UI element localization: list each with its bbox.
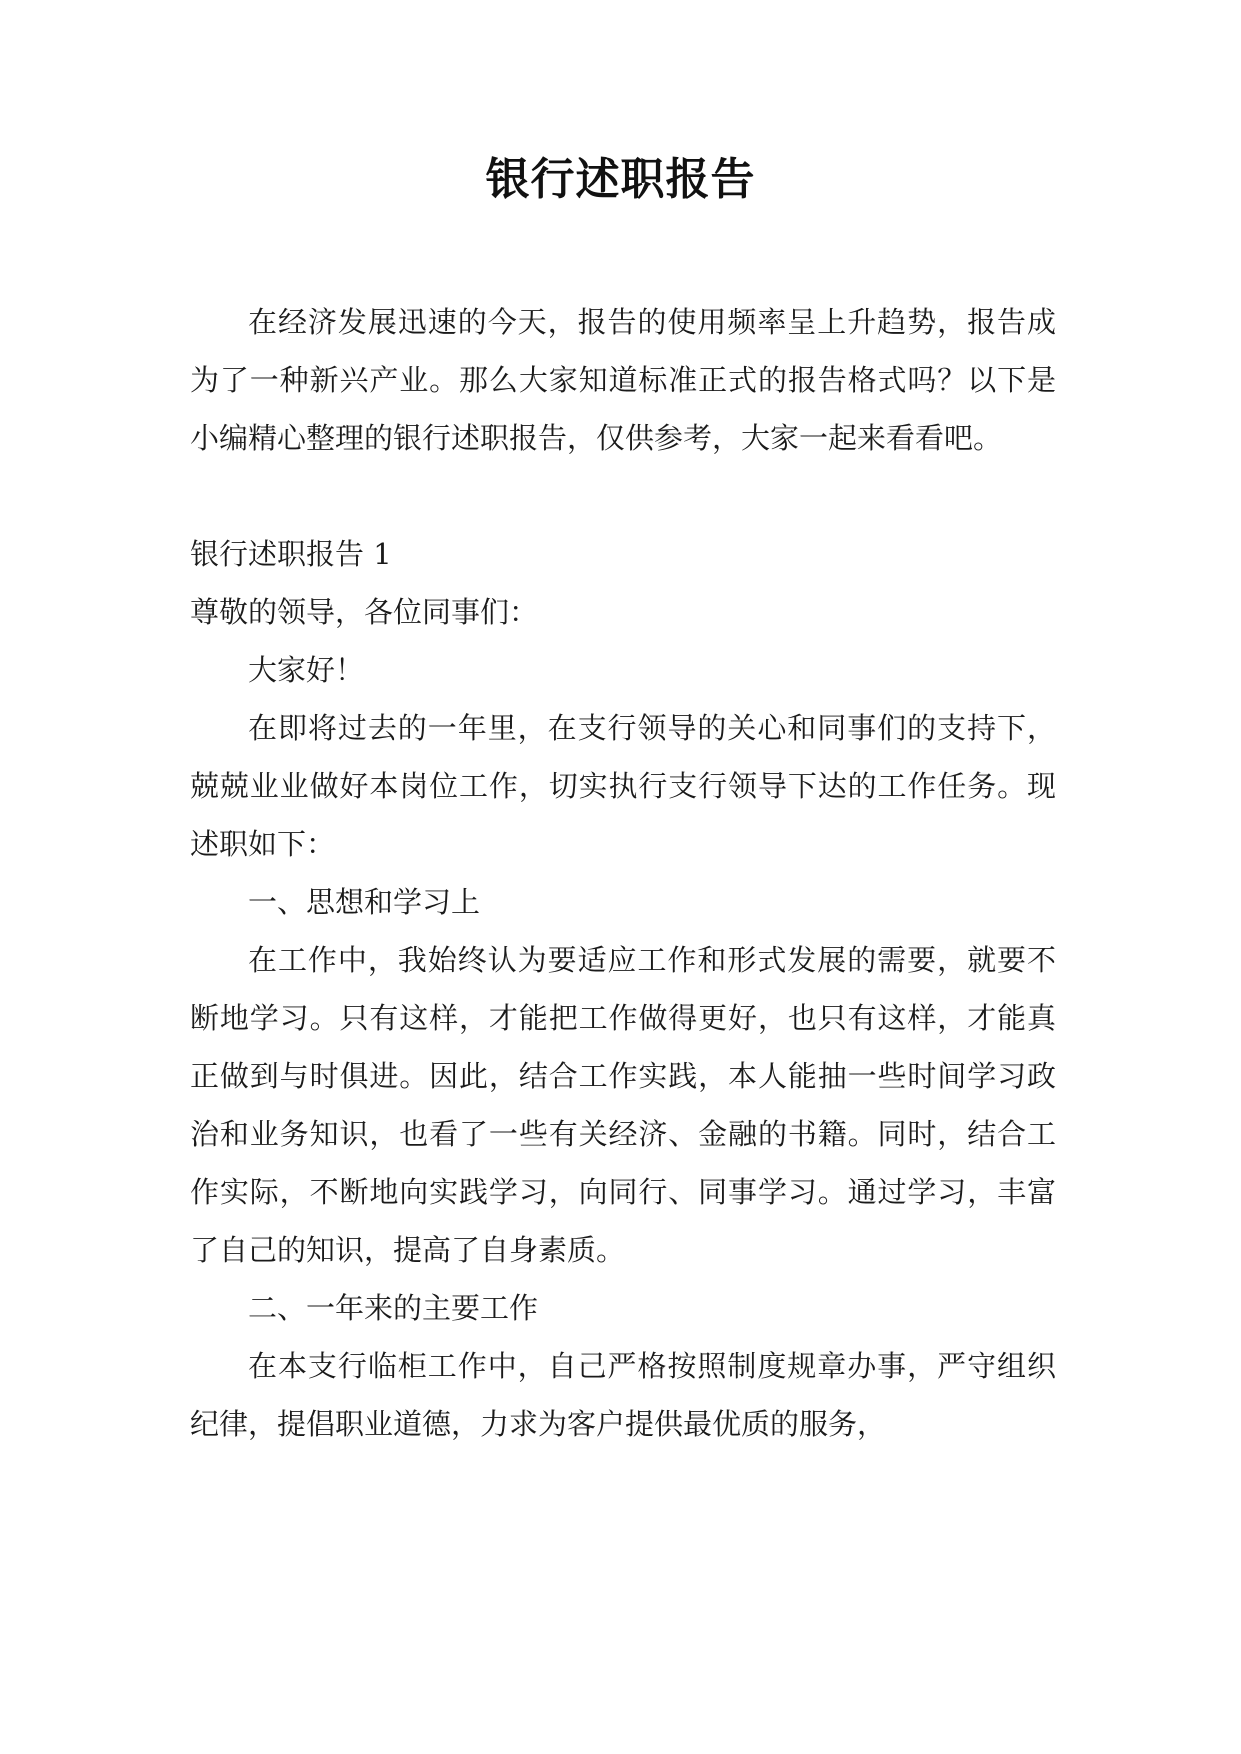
body-paragraph: 在工作中，我始终认为要适应工作和形式发展的需要，就要不断地学习。只有这样，才能把工作做得更好，也只有这样，才能真正做到与时俱进。因此，结合工作实践，本人能抽一些时间学习政治和业务知识，也看了一些有关经济、金融的书籍。同时，结合工作实际，不断地向实践学习，向同行、同事学习。通过学习，丰富了自己的知识，提高了自身素质。	[190, 943, 1056, 1267]
intro-paragraph: 在经济发展迅速的今天，报告的使用频率呈上升趋势，报告成为了一种新兴产业。那么大家知道标准正式的报告格式吗？以下是小编精心整理的银行述职报告，仅供参考，大家一起来看看吧。	[190, 305, 1056, 455]
paragraph-gap	[190, 467, 1056, 525]
greeting: 大家好！	[248, 653, 365, 687]
document-body	[190, 293, 1056, 1453]
section-heading: 银行述职报告 1	[190, 537, 392, 571]
document-title: 银行述职报告	[485, 154, 756, 205]
salutation: 尊敬的领导，各位同事们：	[190, 595, 539, 629]
body-paragraph: 在即将过去的一年里，在支行领导的关心和同事们的支持下，兢兢业业做好本岗位工作，切实执行支行领导下达的工作任务。现述职如下：	[190, 711, 1056, 861]
subheading-thought-study: 一、思想和学习上	[248, 885, 481, 919]
body-paragraph: 在本支行临柜工作中，自己严格按照制度规章办事，严守组织纪律，提倡职业道德，力求为客户提供最优质的服务，	[190, 1349, 1056, 1441]
subheading-main-work: 二、一年来的主要工作	[248, 1291, 539, 1325]
